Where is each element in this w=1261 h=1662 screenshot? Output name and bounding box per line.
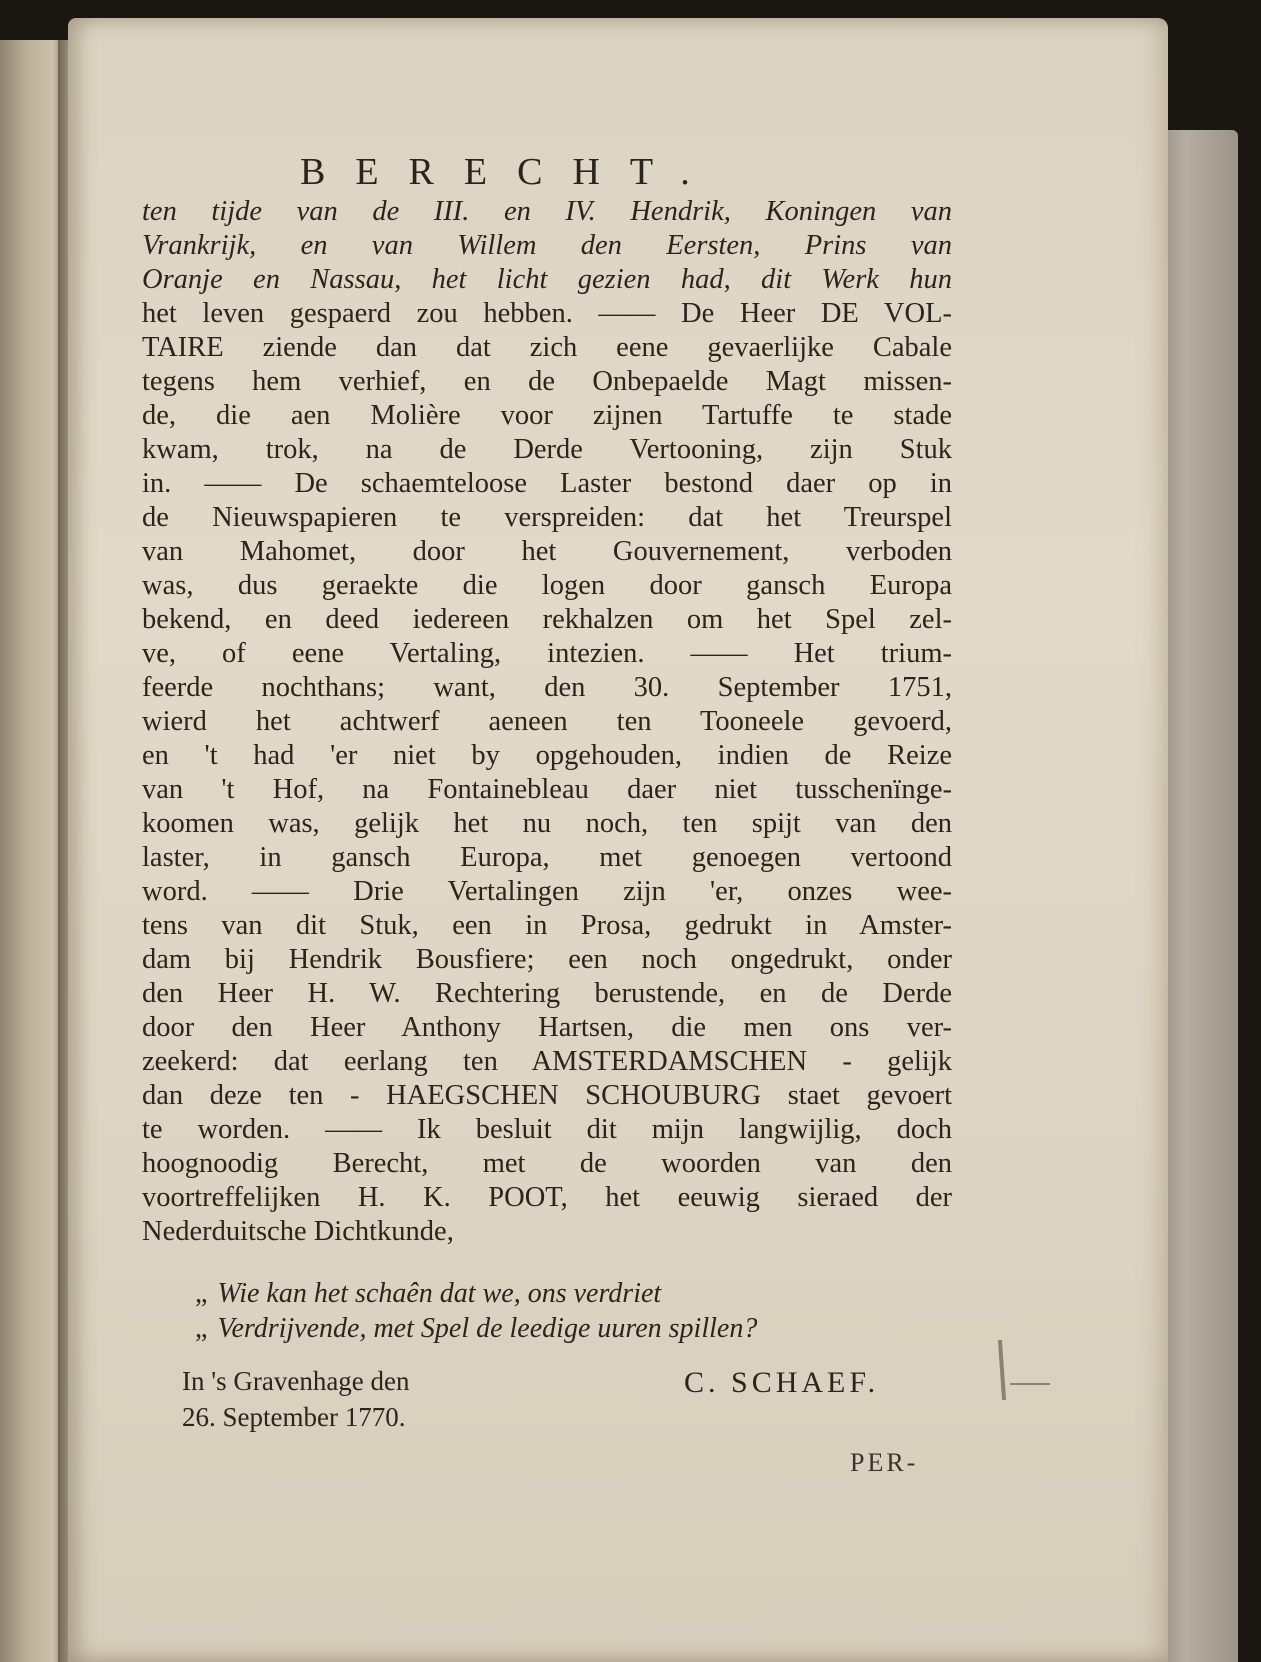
text-line: wierd het achtwerf aeneen ten Tooneele gevoerd, [142,706,952,737]
text-line: en 't had 'er niet by opgehouden, indien de Reize [142,740,952,771]
text-line: tens van dit Stuk, een in Prosa, gedrukt in Amster- [142,910,952,941]
text-line: was, dus geraekte die logen door gansch Europa [142,570,952,601]
text-line: hoognoodig Berecht, met de woorden van den [142,1148,952,1179]
text-line: van 't Hof, na Fontainebleau daer niet tusschenïnge- [142,774,952,805]
running-head: BERECHT. [300,151,720,193]
text-line: tegens hem verhief, en de Onbepaelde Magt missen- [142,366,952,397]
text-line: van Mahomet, door het Gouvernement, verboden [142,536,952,567]
verse-text: Verdrijvende, met Spel de leedige uuren spillen? [217,1313,758,1344]
text-line: door den Heer Anthony Hartsen, die men ons ver- [142,1012,952,1043]
margin-pencil-dash [1010,1383,1050,1385]
verse-quote-mark: „ [195,1278,208,1309]
text-line: in. —— De schaemteloose Laster bestond daer op in [142,468,952,499]
body-text [142,195,952,1249]
verse-quote-mark: „ [195,1313,208,1344]
verse-line [195,1278,955,1310]
text-line: ten tijde van de III. en IV. Hendrik, Koningen van [142,196,952,227]
signature: C. SCHAEF. [684,1366,880,1399]
place-line: In 's Gravenhage den [182,1366,410,1396]
text-line: het leven gespaerd zou hebben. —— De Heer DE VOL- [142,298,952,329]
text-line: den Heer H. W. Rechtering berustende, en de Derde [142,978,952,1009]
text-line: feerde nochthans; want, den 30. September 1751, [142,672,952,703]
text-line: dan deze ten - HAEGSCHEN SCHOUBURG staet gevoert [142,1080,952,1111]
text-line: word. —— Drie Vertalingen zijn 'er, onzes wee- [142,876,952,907]
text-line: kwam, trok, na de Derde Vertooning, zijn Stuk [142,434,952,465]
text-line: TAIRE ziende dan dat zich eene gevaerlijke Cabale [142,332,952,363]
text-line: laster, in gansch Europa, met genoegen vertoond [142,842,952,873]
text-line: de Nieuwspapieren te verspreiden: dat het Treurspel [142,502,952,533]
text-line: de, die aen Molière voor zijnen Tartuffe te stade [142,400,952,431]
text-line: voortreffelijken H. K. POOT, het eeuwig sieraed der [142,1182,952,1213]
text-line: zeekerd: dat eerlang ten AMSTERDAMSCHEN - gelijk [142,1046,952,1077]
verse-text: Wie kan het schaên dat we, ons verdriet [217,1278,662,1309]
catchword: PER- [850,1448,919,1477]
text-line: dam bij Hendrik Bousfiere; een noch ongedrukt, onder [142,944,952,975]
text-line: ve, of eene Vertaling, intezien. —— Het trium- [142,638,952,669]
verse-line [195,1313,955,1345]
left-page-edge [0,40,62,1662]
text-line: koomen was, gelijk het nu noch, ten spijt van den [142,808,952,839]
text-line: te worden. —— Ik besluit dit mijn langwijlig, doch [142,1114,952,1145]
text-line: Nederduitsche Dichtkunde, [142,1216,454,1247]
text-line: bekend, en deed iedereen rekhalzen om het Spel zel- [142,604,952,635]
text-line: Oranje en Nassau, het licht gezien had, dit Werk hun [142,264,952,295]
date-line: 26. September 1770. [182,1402,406,1432]
text-line: Vrankrijk, en van Willem den Eersten, Prins van [142,230,952,261]
